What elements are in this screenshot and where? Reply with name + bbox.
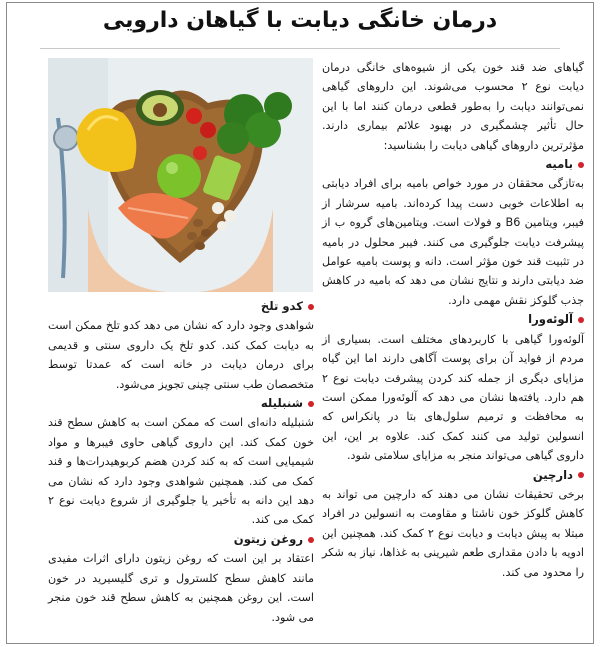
article-title: درمان خانگی دیابت با گیاهان دارویی [102, 8, 498, 33]
section-body-bitter-melon: شواهدی وجود دارد که نشان می دهد کدو تلخ ممکن است به دیابت کمک کند. کدو تلخ یک داروی سنتی و قدیمی برای درمان دیابت در خانه است که عمدتا توسط متخصصان طب سنتی چینی تجویز می‌شود. [48, 319, 314, 391]
bullet-icon [578, 472, 584, 478]
section-body-fenugreek: شنبلیله دانه‌ای است که ممکن است به کاهش سطح قند خون کمک کند. این داروی گیاهی حاوی فیبرها و مواد شیمیایی است که به کند کردن هضم کربوهیدرات‌ها و قند کمک می کند. همچنین شواهدی وجود دارد که نشان می دهد این دانه به تأخیر یا جلوگیری از شروع دیابت نوع ۲ کمک می کند. [48, 416, 314, 527]
section-body-aloe-vera: آلوئه‌ورا گیاهی با کاربردهای مختلف است. بسیاری از مردم از فواید آن برای پوست آگاهی دارند اما این گیاه مزایای دیگری از جمله کند کردن پیشرفت دیابت نوع ۲ هم دارد. یافته‌ها نشان می دهد که آلوئه‌ورا ممکن است به محافظت و ترمیم سلول‌های بتا در پانکراس که انسولین تولید می کنند کمک کند. علاوه بر این، این داروی گیاهی می‌تواند منجر به مزایای سلامتی شود. [322, 332, 584, 463]
section-heading-aloe-vera [322, 310, 584, 329]
section-heading-text: دارچین [532, 467, 573, 482]
section-heading-olive-oil [48, 530, 314, 549]
bullet-icon [578, 162, 584, 168]
section-heading-okra [322, 155, 584, 174]
article-photo [48, 58, 313, 292]
section-heading-text: بامیه [545, 157, 573, 172]
right-column [322, 58, 584, 582]
bullet-icon [308, 304, 314, 310]
bullet-icon [308, 401, 314, 407]
section-body-cinnamon: برخی تحقیقات نشان می دهند که دارچین می تواند به کاهش گلوکز خون ناشتا و مقاومت به انسولین در افراد مبتلا به پیش دیابت و دیابت نوع ۲ کمک کند. همچنین این ادویه با دادن مقداری طعم شیرینی به غذاها، نیاز به شکر را محدود می کند. [322, 487, 584, 579]
intro-paragraph: گیاهای ضد قند خون یکی از شیوه‌های خانگی درمان دیابت نوع ۲ محسوب می‌شوند. این داروهای گیاهی نمی‌توانند دیابت را به‌طور قطعی درمان کنند اما با این حال تأثیر چشمگیری در بهبود علائم بیماری دارند. مؤثرترین داروهای گیاهی دیابت را بشناسید: [322, 61, 584, 152]
section-body-okra: به‌تازگی محققان در مورد خواص بامیه برای افراد دیابتی به اطلاعات خوبی دست پیدا کرده‌اند. بامیه سرشار از فیبر، ویتامین B6 و فولات است. ویتامین‌های گروه ب از پیشرفت دیابت جلوگیری می کنند. فیبر محلول در بامیه در تثبیت قند خون مؤثر است. دانه و پوست بامیه عوامل ضد دیابتی دارند و نتایج نشان می دهد که بامیه در کاهش جذب گلوکز نقش مهمی دارد. [322, 177, 584, 307]
section-heading-text: کدو تلخ [260, 299, 303, 313]
section-body-olive-oil: اعتقاد بر این است که روغن زیتون دارای اثرات مفیدی مانند کاهش سطح کلسترول و تری گلیسیرید در خون است. این روغن همچنین به کاهش سطح قند خون منجر می شود. [48, 552, 314, 624]
section-heading-cinnamon [322, 466, 584, 485]
section-heading-fenugreek [48, 394, 314, 413]
vegetables-heart-bowl-image [48, 58, 313, 292]
section-heading-bitter-melon [48, 297, 314, 316]
section-heading-text: شنبلیله [260, 396, 303, 411]
bullet-icon [308, 537, 314, 543]
bullet-icon [578, 317, 584, 323]
section-heading-text: آلوئه‌ورا [528, 312, 573, 327]
title-divider [40, 48, 560, 49]
left-column [48, 297, 314, 627]
section-heading-text: روغن زیتون [233, 531, 303, 546]
